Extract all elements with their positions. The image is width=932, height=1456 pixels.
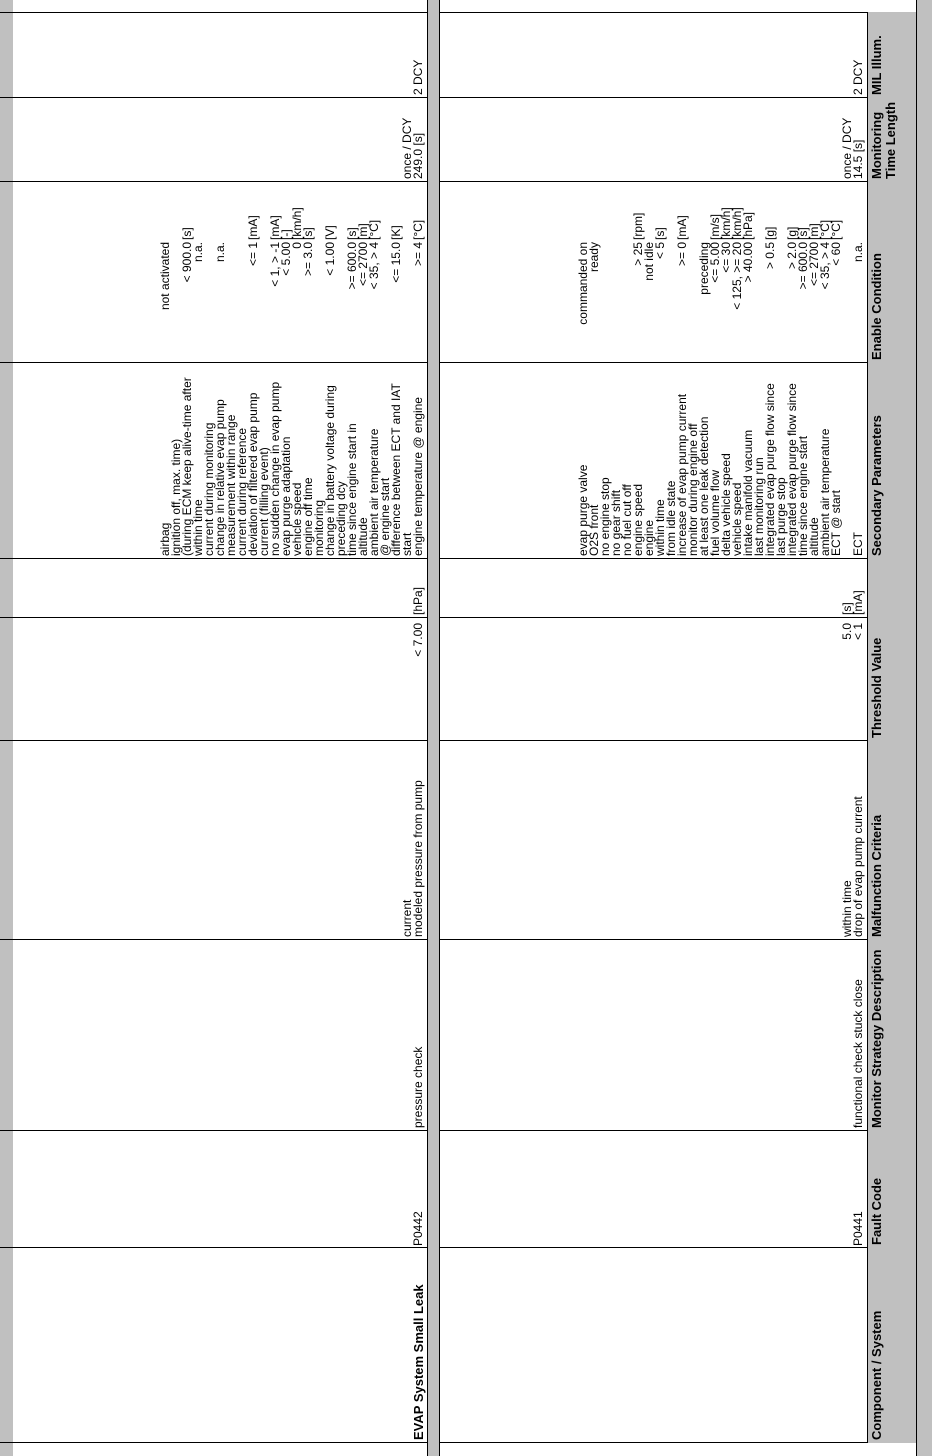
- secondary-parameter-line: last purge stop: [774, 477, 788, 556]
- column-rule: [0, 617, 932, 618]
- row2-enable-values: [160, 242, 424, 360]
- enable-unit-line: [611, 184, 622, 240]
- enable-value-line: n.a.: [851, 242, 865, 263]
- enable-unit-line: [215, 184, 226, 240]
- enable-value-line: >= 4: [411, 242, 425, 267]
- row1-enable-units: [578, 184, 864, 240]
- secondary-parameter-line: engine: [642, 519, 656, 556]
- header-time-length: Monitoring Time Length: [868, 98, 916, 182]
- row1-malfunction: [842, 747, 864, 937]
- enable-unit-line: [s]: [653, 227, 667, 240]
- secondary-parameter-line: no gear shift: [609, 489, 623, 556]
- header-enable: Enable Condition: [868, 182, 916, 363]
- secondary-parameter-line: from idle state: [664, 480, 678, 556]
- time-length-line: 249.0 [s]: [411, 132, 425, 179]
- enable-unit-line: [193, 184, 204, 240]
- row1-strategy: functional check stuck close: [851, 979, 865, 1128]
- row2-threshold-units: [413, 561, 424, 615]
- enable-value-line: n.a.: [213, 242, 227, 263]
- secondary-parameter-line: current (filling event): [257, 447, 271, 556]
- secondary-parameter-line: last monitoring run: [752, 457, 766, 556]
- malfunction-line: modeled pressure from pump: [411, 780, 425, 937]
- secondary-parameter-line: change in relative evap pump: [213, 399, 227, 556]
- secondary-parameter-line: engine off time: [301, 477, 315, 556]
- enable-unit-line: [s]: [180, 227, 194, 240]
- threshold-line: < 7.00: [411, 623, 425, 657]
- row2-enable-units: [160, 184, 424, 240]
- secondary-parameter-line: vehicle speed: [730, 482, 744, 556]
- row2-mil: 2 DCY: [411, 59, 425, 95]
- secondary-parameter-line: delta vehicle speed: [719, 453, 733, 556]
- enable-value-line: 0: [290, 242, 304, 249]
- secondary-parameter-line: start: [400, 532, 414, 556]
- secondary-parameter-line: within time: [653, 499, 667, 556]
- secondary-parameter-line: integrated evap purge flow since: [785, 383, 799, 556]
- enable-unit-line: [204, 184, 215, 240]
- secondary-parameter-line: integrated evap purge flow since: [763, 383, 777, 556]
- enable-unit-line: [589, 184, 600, 240]
- enable-unit-line: [853, 184, 864, 240]
- enable-value-line: >= 600.0: [345, 242, 359, 290]
- enable-value-line: not activated: [158, 242, 172, 311]
- column-rule: [0, 1130, 932, 1131]
- enable-unit-line: [°C]: [818, 219, 832, 240]
- threshold-unit-line: [hPa]: [411, 586, 425, 615]
- malfunction-line: within time: [840, 880, 854, 937]
- secondary-parameter-line: evap purge valve: [576, 464, 590, 556]
- enable-unit-line: [g]: [763, 226, 777, 240]
- secondary-parameter-line: (during ECM keep alive-time after: [180, 377, 194, 556]
- enable-value-line: < 35, > 4: [818, 242, 832, 290]
- secondary-parameter-line: change in battery voltage during: [323, 385, 337, 556]
- secondary-parameter-line: ambient air temperature: [367, 428, 381, 556]
- time-length-line: once / DCY: [840, 117, 854, 179]
- enable-unit-line: [mA]: [246, 215, 260, 240]
- enable-value-line: < 5: [653, 242, 667, 260]
- row-separator-band: [427, 0, 440, 1456]
- secondary-parameter-line: intake manifold vacuum: [741, 429, 755, 556]
- column-rule: [0, 97, 932, 98]
- header-secondary: Secondary Parameters: [868, 363, 916, 559]
- column-rule: [0, 362, 932, 363]
- secondary-parameter-line: measurement within range: [224, 414, 238, 556]
- row2-component: EVAP System Small Leak: [411, 1284, 426, 1440]
- enable-value-line: < 5.00: [279, 242, 293, 276]
- enable-unit-line: [s]: [796, 227, 810, 240]
- column-rule: [0, 12, 932, 13]
- row2-threshold: [413, 623, 424, 738]
- enable-value-line: < 35, > 4: [367, 242, 381, 290]
- secondary-parameter-line: airbag: [158, 522, 172, 556]
- column-rule: [0, 558, 932, 559]
- row1-secondary-parameters: [578, 366, 864, 556]
- time-length-line: 14.5 [s]: [851, 139, 865, 179]
- enable-unit-line: [km/h]: [719, 207, 733, 240]
- secondary-parameter-line: no sudden change in evap pump: [268, 381, 282, 556]
- row1-threshold-units: [842, 561, 864, 615]
- secondary-parameter-line: ECT: [851, 532, 865, 556]
- malfunction-line: drop of evap pump current: [851, 796, 865, 937]
- enable-value-line: <= 2700: [356, 242, 370, 287]
- secondary-parameter-line: increase of evap pump current: [675, 393, 689, 556]
- enable-unit-line: [km/h]: [730, 207, 744, 240]
- column-rule: [0, 740, 932, 741]
- enable-value-line: >= 0: [675, 242, 689, 267]
- row1-mil: 2 DCY: [851, 59, 865, 95]
- row2-fault-code: P0442: [411, 1211, 425, 1246]
- enable-value-line: [600, 242, 611, 360]
- row2-time-length: [402, 99, 424, 179]
- time-length-line: once / DCY: [400, 117, 414, 179]
- secondary-parameter-line: altitude: [356, 517, 370, 556]
- secondary-parameter-line: ignition off, max. time): [169, 438, 183, 556]
- bottom-margin-band: [916, 0, 932, 1456]
- header-mil: MIL Illum.: [868, 12, 916, 98]
- enable-unit-line: [K]: [389, 225, 403, 240]
- enable-value-line: < 125, >= 20: [730, 242, 744, 310]
- secondary-parameter-line: current during reference: [235, 427, 249, 556]
- enable-value-line: > 0.5: [763, 242, 777, 270]
- enable-unit-line: [m]: [807, 223, 821, 240]
- threshold-line: 5.0: [840, 623, 854, 640]
- enable-unit-line: [-]: [279, 229, 293, 240]
- column-rule: [0, 1442, 932, 1443]
- header-component: Component / System: [868, 1248, 916, 1443]
- enable-value-line: < 60: [829, 242, 843, 266]
- secondary-parameter-line: time since engine start in: [345, 423, 359, 556]
- enable-value-line: not idle: [642, 242, 656, 281]
- threshold-unit-line: [mA]: [851, 590, 865, 615]
- secondary-parameter-line: time since engine start: [796, 435, 810, 556]
- enable-unit-line: [°C]: [367, 219, 381, 240]
- row1-time-length: [842, 99, 864, 179]
- enable-unit-line: [m]: [356, 223, 370, 240]
- secondary-parameter-line: monitor during engine off: [686, 423, 700, 556]
- enable-unit-line: [km/h]: [290, 207, 304, 240]
- secondary-parameter-line: current during monitoring: [202, 422, 216, 556]
- row2-malfunction: [402, 747, 424, 937]
- secondary-parameter-line: difference between ECT and IAT: [389, 383, 403, 556]
- secondary-parameter-line: [842, 366, 853, 556]
- table-header: [867, 12, 916, 1443]
- enable-value-line: ready: [587, 242, 601, 273]
- enable-value-line: < 1.00: [323, 242, 337, 276]
- secondary-parameter-line: at least one leak detection: [697, 416, 711, 556]
- enable-value-line: <= 1: [246, 242, 260, 267]
- row2-secondary-parameters: [160, 366, 424, 556]
- enable-unit-line: [226, 184, 237, 240]
- header-fault-code: Fault Code: [868, 1131, 916, 1248]
- secondary-parameter-line: @ engine start: [378, 477, 392, 556]
- header-malfunction: Malfunction Criteria: [868, 741, 916, 940]
- secondary-parameter-line: preceding dcy: [334, 481, 348, 556]
- secondary-parameter-line: altitude: [807, 517, 821, 556]
- secondary-parameter-line: engine temperature @ engine: [411, 397, 425, 556]
- enable-value-line: > 40.00: [741, 242, 755, 283]
- enable-unit-line: [m/s]: [708, 214, 722, 240]
- enable-unit-line: [s]: [345, 227, 359, 240]
- enable-value-line: [226, 242, 237, 360]
- enable-unit-line: [842, 184, 853, 240]
- secondary-parameter-line: within time: [191, 499, 205, 556]
- secondary-parameter-line: monitoring: [312, 499, 326, 556]
- threshold-unit-line: [s]: [840, 602, 854, 615]
- enable-value-line: <= 2700: [807, 242, 821, 287]
- column-rule: [0, 939, 932, 940]
- secondary-parameter-line: ambient air temperature: [818, 428, 832, 556]
- enable-value-line: <= 5.00: [708, 242, 722, 283]
- enable-unit-line: [mA]: [268, 215, 282, 240]
- header-threshold: Threshold Value: [868, 559, 916, 741]
- enable-value-line: < 900.0: [180, 242, 194, 283]
- secondary-parameter-line: deviation of filtered evap pump: [246, 392, 260, 556]
- secondary-parameter-line: O2S front: [587, 504, 601, 556]
- enable-value-line: > 25: [631, 242, 645, 266]
- row2-strategy: pressure check: [411, 1046, 425, 1128]
- enable-value-line: >= 3.0: [301, 242, 315, 277]
- secondary-parameter-line: engine speed: [631, 483, 645, 556]
- enable-unit-line: [rpm]: [631, 212, 645, 240]
- enable-value-line: <= 30: [719, 242, 733, 273]
- enable-unit-line: [°C]: [829, 219, 843, 240]
- row1-fault-code: P0441: [851, 1211, 865, 1246]
- secondary-parameter-line: fuel volume flow: [708, 469, 722, 556]
- secondary-parameter-line: ECT @ start: [829, 490, 843, 556]
- column-rule: [0, 1247, 932, 1248]
- row1-threshold: [842, 623, 864, 738]
- top-margin-band: [0, 0, 13, 1456]
- enable-value-line: <= 15.0: [389, 242, 403, 283]
- threshold-line: < 1: [851, 623, 865, 641]
- enable-value-line: < 1, > -1: [268, 242, 282, 287]
- enable-value-line: n.a.: [191, 242, 205, 263]
- enable-unit-line: [°C]: [411, 219, 425, 240]
- enable-value-line: >= 600.0: [796, 242, 810, 290]
- enable-value-line: commanded on: [576, 242, 590, 325]
- row1-enable-values: [578, 242, 864, 360]
- enable-unit-line: [g]: [785, 226, 799, 240]
- enable-value-line: preceding: [697, 242, 711, 295]
- enable-unit-line: [160, 184, 171, 240]
- secondary-parameter-line: no fuel cut off: [620, 484, 634, 556]
- enable-unit-line: [600, 184, 611, 240]
- column-rule: [0, 181, 932, 182]
- malfunction-line: current: [400, 899, 414, 937]
- secondary-parameter-line: vehicle speed: [290, 482, 304, 556]
- enable-value-line: > 2.0: [785, 242, 799, 270]
- secondary-parameter-line: no engine stop: [598, 477, 612, 556]
- enable-unit-line: [hPa]: [741, 211, 755, 240]
- enable-unit-line: [s]: [301, 227, 315, 240]
- header-strategy: Monitor Strategy Description: [868, 940, 916, 1131]
- enable-unit-line: [V]: [323, 225, 337, 240]
- enable-value-line: [611, 242, 622, 360]
- enable-unit-line: [578, 184, 589, 240]
- secondary-parameter-line: evap purge adaptation: [279, 436, 293, 556]
- enable-unit-line: [mA]: [675, 215, 689, 240]
- enable-unit-line: [688, 184, 699, 240]
